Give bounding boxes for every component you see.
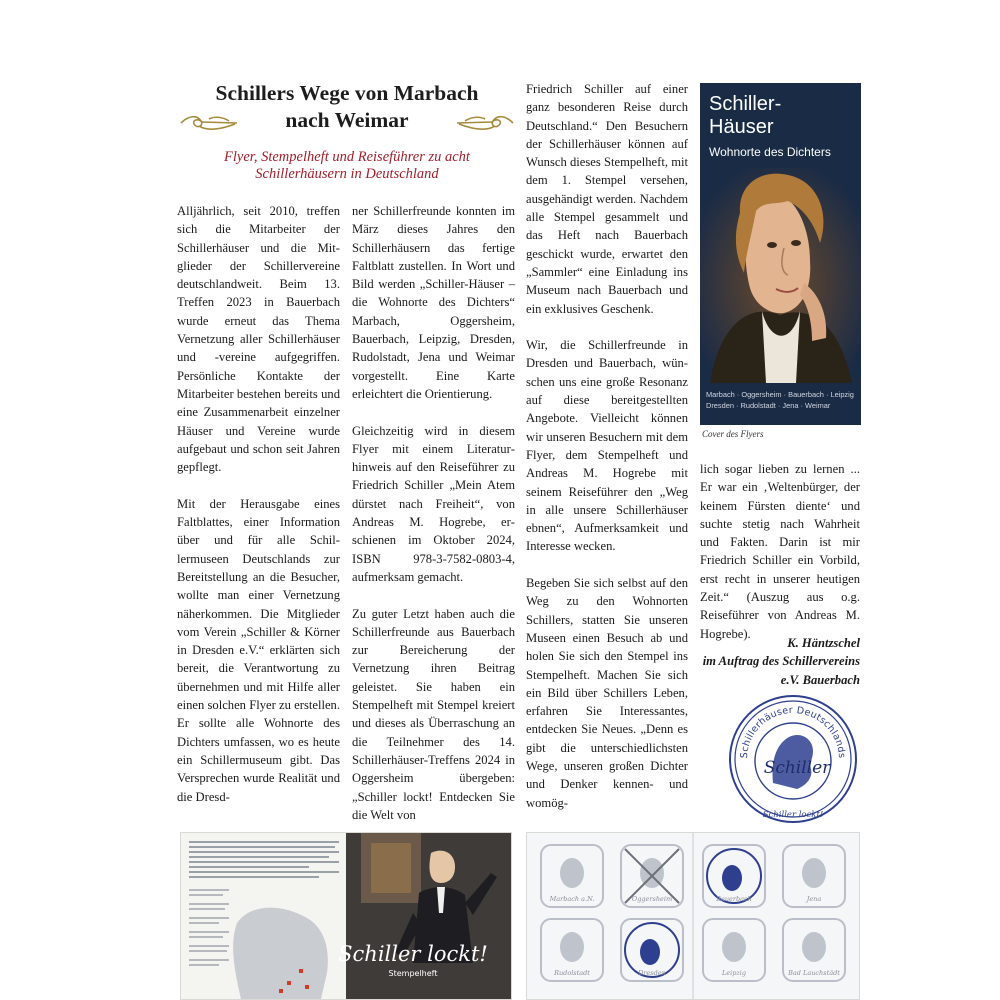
cover-title — [709, 93, 781, 139]
author-signature — [700, 634, 860, 689]
stamp-label: Dresden — [638, 969, 666, 977]
text-column-2 — [352, 202, 515, 824]
stamp-ring-text: Schillerhäuser Deutschlands — [738, 704, 848, 759]
title-line-2: nach Weimar — [285, 108, 409, 132]
paragraph: Alljährlich, seit 2010, treffen sich die Mitarbeiter der Schillerhäuser und die Mitglieder der Schillervereine deutschlandweit. Beim 13. Treffen 2023 in Bauerbach wurde erneut das Thema Vernetzung aller Schillerhäuser und -vereine aufgegriffen. Persönliche Kontakte der Mitarbeiter bestehen bereits und eine Zusammenarbeit einzelner Häuser und Vereine wurde aufgebaut und schon seit Jahren gepflegt. — [177, 204, 340, 475]
paragraph: Friedrich Schiller auf einer ganz besonderen Reise durch Deutschland.“ Den Besuchern der Schillerhäuser können auf Wunsch dieses Stempelheft, mit dem 1. Stempel versehen, ausgehändigt werden. Nachdem alle Stempel gesammelt und das Heft nach Bauerbach geschickt wurde, erwartet den „Sammler“ eine Einladung ins Museum nach Bauerbach und ein exklusives Geschenk. — [526, 82, 688, 316]
stamp-label: Oggersheim — [631, 895, 673, 903]
article-subtitle: Flyer, Stempelheft und Reiseführer zu acht Schillerhäusern in Deutschland — [224, 149, 470, 182]
text-column-4 — [700, 460, 860, 643]
stempelheft-illustration-icon — [181, 833, 511, 999]
paragraph: Mit der Herausgabe eines Faltblattes, einer Information über und für alle Schillermuseen Deutschlands zur Bereitstellung an die Besucher, wollte man einer Vernetzung näherkommen. Die Mitglieder vom Verein „Schiller & Körner in Dresden e.V.“ erklärten sich bereit, die Verantwortung zu übernehmen und mit Hilfe aller einen solchen Flyer zu erstellen. Er sollte alle Wohnorte des Dichters umfassen, wo es heute ein Schillermuseum gibt. Das Versprechen wurde Realität und die Dresd- — [177, 496, 340, 804]
stempelheft-script: Schiller lockt! — [338, 942, 488, 966]
stamp-label: Rudolstadt — [554, 969, 590, 977]
title-line-1: Schillers Wege von Marbach — [215, 81, 479, 105]
ornament-left-icon — [179, 112, 239, 134]
paragraph: Wir, die Schillerfreunde in Dresden und Bauerbach, wünschen uns eine große Resonanz auf diese bereitgestellten Angebote. Vielleicht können wir unseren Besuchern mit dem Flyer, dem Stempelheft und Andreas M. Hogrebe mit seinem Reiseführer den „Weg in alle unsere Schillerhäuser ebnen“, Aufmerksamkeit und Interesse wecken. — [526, 338, 688, 554]
stamp-label: Bad Lauchstädt — [788, 969, 840, 977]
cover-caption: Cover des Flyers — [702, 429, 764, 439]
author-name: K. Häntzschel — [787, 636, 860, 650]
cover-title-line-2: Häuser — [709, 116, 774, 138]
cover-title-line-1: Schiller- — [709, 93, 782, 115]
paragraph: ner Schillerfreunde konnten im März dieses Jahres den Schillerhäusern das fertige Faltblatt zustellen. In Wort und Bild werden „Schiller-Häuser – die Wohnorte des Dichters“ Marbach, Oggersheim, Bauerbach, Leipzig, Dresden, Rudolstadt, Jena und Weimar vorgestellt. Eine Karte erleichtert die Orientierung. — [352, 204, 515, 401]
stamp-grid-illustration-icon — [527, 833, 859, 999]
author-affiliation: im Auftrag des Schillervereins e.V. Bauerbach — [702, 654, 860, 687]
cover-locations — [706, 389, 857, 411]
paragraph: Zu guter Letzt haben auch die Schillerfreunde aus Bauerbach zur Bereicherung der Vernetzung ihren Beitrag geleistet. Sie haben ein Stempelheft mit Stempel kreiert und dieses als Überraschung an die Teilnehmer des 14. Schillerhäuser-Treffens 2024 in Oggersheim übergeben: „Schiller lockt! Entdecken Sie die Welt von — [352, 606, 515, 822]
stamp-label: Jena — [806, 895, 822, 903]
cover-locations-line-1: Marbach · Oggersheim · Bauerbach · Leipzig — [706, 390, 854, 399]
schillerhaeuser-stamp-icon — [727, 693, 859, 825]
text-column-3 — [526, 80, 688, 812]
stamp-label: Marbach a.N. — [549, 895, 595, 903]
stempelheft-label: Stempelheft — [388, 969, 438, 978]
paragraph: Gleichzeitig wird in diesem Flyer mit einem Literaturhinweis auf den Reiseführer zu Friedrich Schiller „Mein Atem dürstet nach Freiheit“, von Andreas M. Hogrebe, erschienen im Oktober 2024, ISBN 978-3-7582-0803-4, aufmerksam gemacht. — [352, 423, 515, 584]
ornament-right-icon — [455, 112, 515, 134]
paragraph: Begeben Sie sich selbst auf den Weg zu den Wohnorten Schillers, statten Sie unseren Museen einen Besuch ab und holen Sie sich den Stempel ins Stempelheft. Machen Sie sich ein Bild über Schillers Leben, erfahren Sie Interessantes, entdecken Sie Neues. „Denn es gibt die unterschiedlichsten Wege, unseren großen Dichter und Denker kennen- und womög- — [526, 576, 688, 810]
stamp-label: Bauerbach — [716, 895, 752, 903]
cover-subtitle: Wohnorte des Dichters — [709, 145, 831, 159]
cover-locations-line-2: Dresden · Rudolstadt · Jena · Weimar — [706, 401, 831, 410]
stamp-grid-photo — [526, 832, 860, 1000]
flyer-cover-image — [700, 83, 861, 425]
stamp-label: Leipzig — [721, 969, 747, 977]
text-column-1 — [177, 202, 340, 806]
stamp-signature: Schiller — [763, 758, 831, 778]
stempelheft-photo — [180, 832, 512, 1000]
stamp-motto: Schiller lockt! — [762, 810, 824, 820]
paragraph: lich sogar lieben zu lernen ... Er war ein ‚Weltenbürger, der keinem Fürsten diente‘ und suchte stetig nach Wahrheit und Fakten. Darin ist mir Friedrich Schiller ein Vorbild, erst recht in unserer heutigen Zeit.“ (Auszug aus o.g. Reiseführer von Andreas M. Hogrebe). — [700, 462, 860, 641]
